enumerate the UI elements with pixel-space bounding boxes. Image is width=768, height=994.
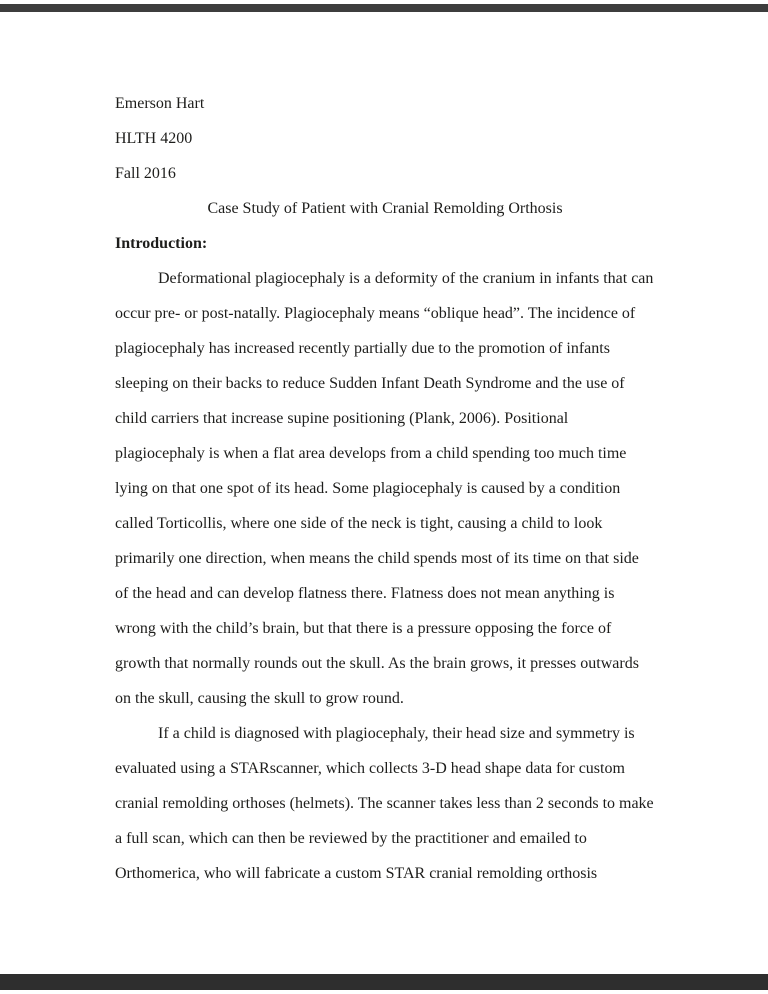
- bottom-frame-bar: [0, 974, 768, 990]
- section-heading-introduction: Introduction:: [115, 235, 208, 252]
- paragraph-2: If a child is diagnosed with plagiocephaly, their head size and symmetry is evaluated using a STARscanner, which collects 3-D head shape data for custom cranial remolding orthoses (helmets). The scanner takes less than 2 seconds to make a full scan, which can then be reviewed by the practitioner and emailed to Orthomerica, who will fabricate a custom STAR cranial remolding orthosis: [115, 725, 654, 882]
- course-number: HLTH 4200: [115, 130, 193, 147]
- top-frame-bar: [0, 4, 768, 12]
- semester-line: Fall 2016: [115, 165, 176, 182]
- document-content: [115, 86, 655, 891]
- author-name: Emerson Hart: [115, 95, 205, 112]
- document-title: Case Study of Patient with Cranial Remolding Orthosis: [207, 200, 563, 217]
- paragraph-1: Deformational plagiocephaly is a deformity of the cranium in infants that can occur pre- or post-natally. Plagiocephaly means “oblique head”. The incidence of plagiocephaly has increased recently partially due to the promotion of infants sleeping on their backs to reduce Sudden Infant Death Syndrome and the use of child carriers that increase supine positioning (Plank, 2006). Positional plagiocephaly is when a flat area develops from a child spending too much time lying on that one spot of its head. Some plagiocephaly is caused by a condition called Torticollis, where one side of the neck is tight, causing a child to look primarily one direction, when means the child spends most of its time on that side of the head and can develop flatness there. Flatness does not mean anything is wrong with the child’s brain, but that there is a pressure opposing the force of growth that normally rounds out the skull. As the brain grows, it presses outwards on the skull, causing the skull to grow round.: [115, 270, 654, 707]
